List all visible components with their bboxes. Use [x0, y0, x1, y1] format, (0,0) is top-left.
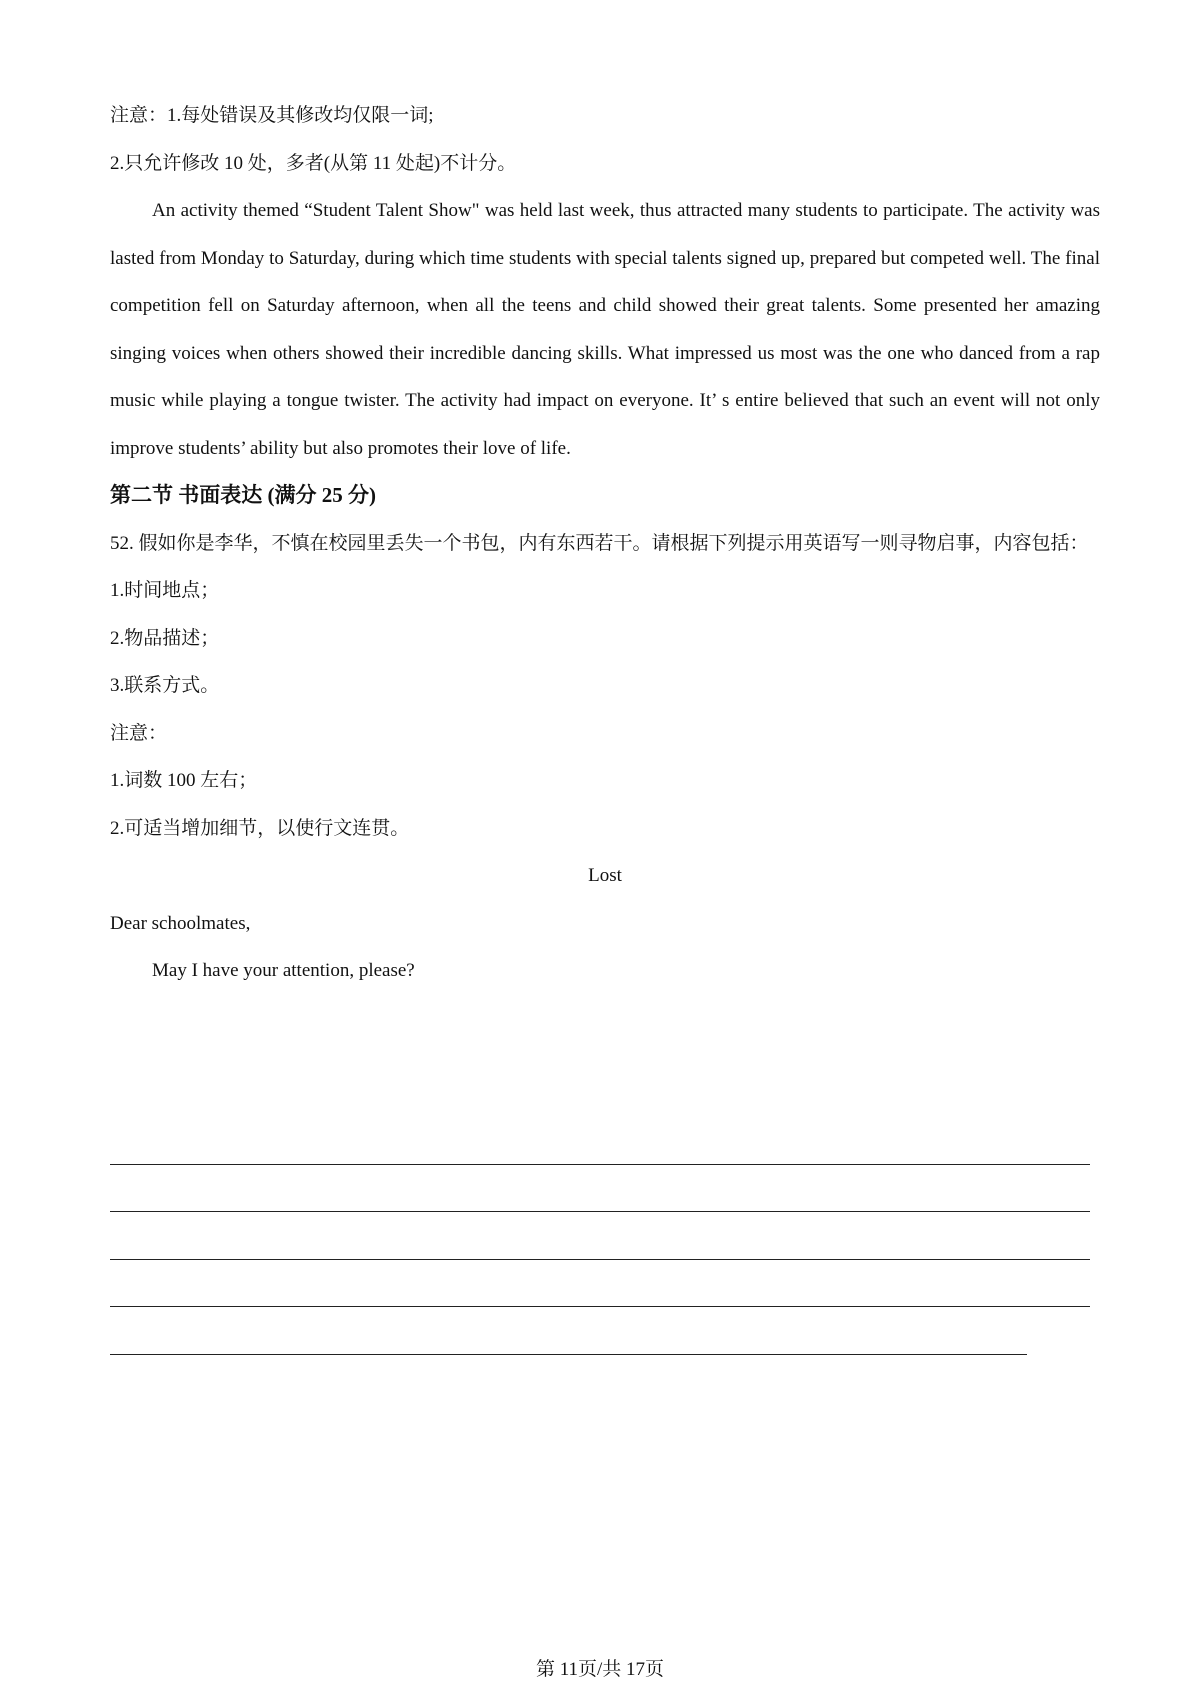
writing-question: 52. 假如你是李华，不慎在校园里丢失一个书包，内有东西若干。请根据下列提示用英语写一则寻物启事，内容包括： [110, 532, 1089, 554]
requirement-item-3: 3.联系方式。 [110, 675, 220, 696]
section-heading: 第二节 书面表达 (满分 25 分) [110, 483, 376, 507]
correction-passage: An activity themed “Student Talent Show" was held last week, thus attracted many students to participate. The activity was lasted from Monday to Saturday, during which time students with special talents signed up, prepared but competed well. The final competition fell on Saturday afternoon, when all the teens and child showed their great talents. Some presented her amazing singing voices when others showed their incredible dancing skills. What impressed us most was the one who danced from a rap music while playing a tongue twister. The activity had impact on everyone. It’ s entire believed that such an event will not only improve students’ ability but also promotes their love of life. [110, 200, 1100, 459]
answer-line[interactable] [110, 1260, 1090, 1308]
requirement-item-1: 1.时间地点； [110, 580, 220, 601]
page-content [110, 92, 1100, 995]
answer-lines [110, 1117, 1090, 1355]
error-correction-note-2: 2.只允许修改 10 处，多者(从第 11 处起)不计分。 [110, 152, 517, 174]
writing-note-label: 注意： [110, 722, 168, 744]
writing-note-2: 2.可适当增加细节，以使行文连贯。 [110, 817, 410, 839]
writing-note-1: 1.词数 100 左右； [110, 770, 258, 791]
page-footer: 第 11页/共 17页 [535, 1659, 665, 1680]
answer-line[interactable] [110, 1212, 1090, 1260]
answer-line[interactable] [110, 1165, 1090, 1213]
error-correction-note-1: 注意：1.每处错误及其修改均仅限一词; [110, 105, 434, 126]
answer-line[interactable] [110, 1117, 1090, 1165]
essay-greeting: Dear schoolmates, [110, 912, 251, 934]
requirement-item-2: 2.物品描述； [110, 627, 220, 649]
essay-opening: May I have your attention, please? [152, 960, 415, 981]
answer-line[interactable] [110, 1307, 1027, 1355]
essay-title: Lost [588, 865, 622, 886]
